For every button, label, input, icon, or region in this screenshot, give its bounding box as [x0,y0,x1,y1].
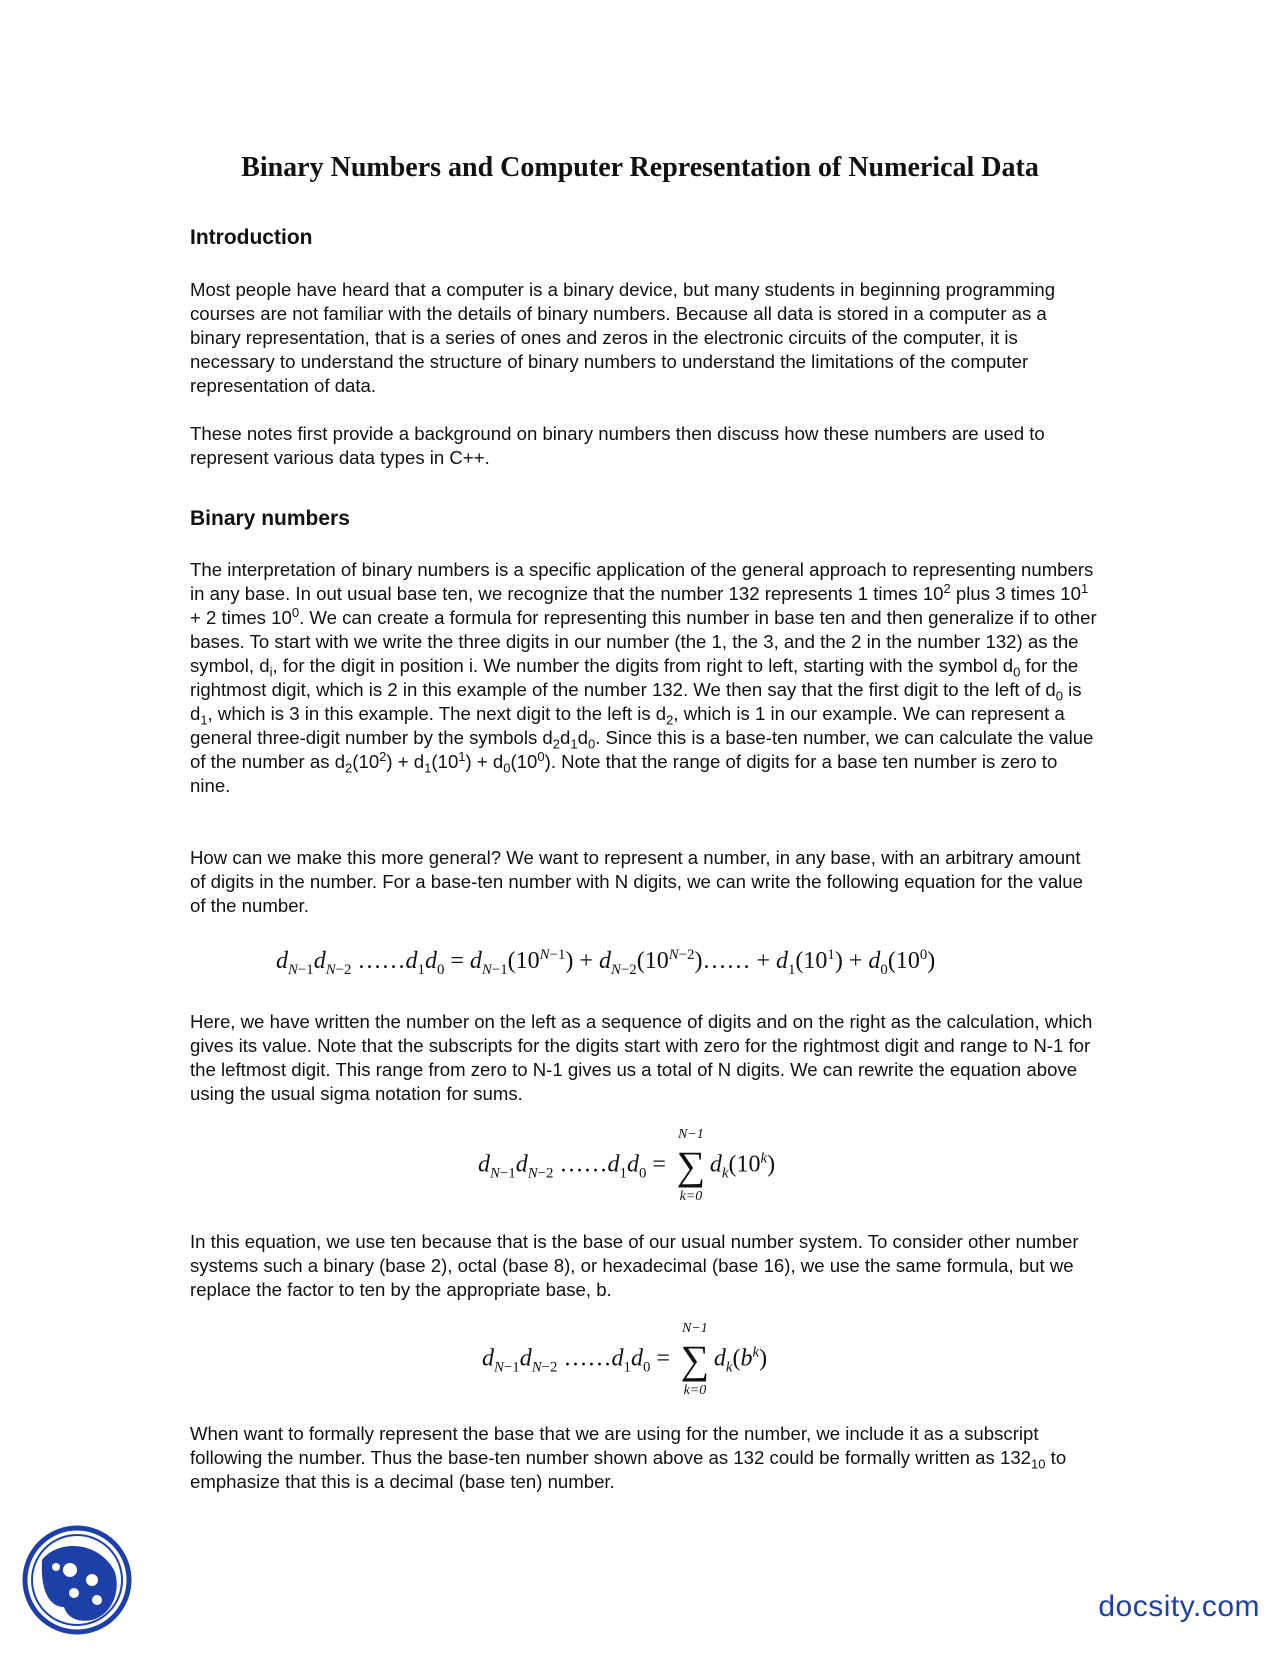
page-title: Binary Numbers and Computer Representation of Numerical Data [241,152,1039,183]
binary-paragraph-5: When want to formally represent the base that we are using for the number, we include it as a subscript following the number. Thus the base-ten number shown above as 132 could be formally written as $132_{10}$ to emphasize that this is a decimal (base ten) number. [190,1423,1067,1492]
binary-paragraph-1: The interpretation of binary numbers is a specific application of the general approach to representing numbers in any base. In out usual base ten, we recognize that the number 132 represents 1 times $10^2$ plus 3 times $10^1 + 2$ times $10^0$. We can create a formula for representing this number in base ten and then generalize if to other bases. To start with we write the three digits in our number (the 1, the 3, and the 2 in the number 132) as the symbol, $d_i$, for the digit in position i. We number the digits from right to left, starting with the symbol $d_0$ for the rightmost digit, which is 2 in this example of the number 132. We then say that the first digit to the left of $d_0$ is $d_1$, which is 3 in this example. The next digit to the left is $d_2$, which is 1 in our example. We can represent a general three-digit number by the symbols $d_2d_1d_0$. Since this is a base-ten number, we can calculate the value of the number as $d_2(10^2) + d_1(10^1) + d_0(10^0)$. Note that the range of digits for a base ten number is zero to nine. [190,559,1097,796]
sigma-symbol: N−1 ∑ k=0 [676,1127,706,1204]
docsity-brand-link[interactable]: docsity.com [1098,1590,1260,1623]
sigma-symbol: N−1 ∑ k=0 [680,1321,710,1398]
binary-paragraph-3: Here, we have written the number on the left as a sequence of digits and on the right as the calculation, which gives its value. Note that the subscripts for the digits start with zero for the rightmost digit and range to N-1 for the leftmost digit. This range from zero to N-1 gives us a total of N digits. We can rewrite the equation above using the usual sigma notation for sums. [190,1011,1093,1104]
section-heading-introduction: Introduction [190,226,313,249]
binary-paragraph-4: In this equation, we use ten because that is the base of our usual number system. To consider other number systems such a binary (base 2), octal (base 8), or hexadecimal (base 16), we use the same formula, but we replace the factor to ten by the appropriate base, b. [190,1231,1079,1300]
equation-sigma-base-ten: $d_{N-1}d_{N-2}$ $\dots\dots d_1d_0$ = N−1 ∑ k=0 $d_k(10^k)$ [478,1127,776,1204]
equation-sigma-base-b: $d_{N-1}d_{N-2}$ $\dots\dots d_1d_0$ = N−1 ∑ k=0 $d_k(b^k)$ [482,1321,768,1398]
equation-expanded-sum: $d_{N-1}d_{N-2}$ $\dots\dots d_1d_0 = d_{N-1}(10^{N-1})$ + $d_{N-2}(10^{N-2})\dots\dots + d_1(10^1) + d_0(10^0)$ [276,947,936,978]
section-heading-binary-numbers: Binary numbers [190,507,350,530]
docsity-logo-icon[interactable] [22,1525,132,1635]
intro-paragraph-1: Most people have heard that a computer is a binary device, but many students in beginning programming courses are not familiar with the details of binary numbers. Because all data is stored in a computer as a binary representation, that is a series of ones and zeros in the electronic circuits of the computer, it is necessary to understand the structure of binary numbers to understand the limitations of the computer representation of data. [190,279,1056,396]
binary-paragraph-2: How can we make this more general? We want to represent a number, in any base, with an arbitrary amount of digits in the number. For a base-ten number with N digits, we can write the following equation for the value of the number. [190,847,1083,916]
intro-paragraph-2: These notes first provide a background on binary numbers then discuss how these numbers are used to represent various data types in C++. [190,423,1045,468]
